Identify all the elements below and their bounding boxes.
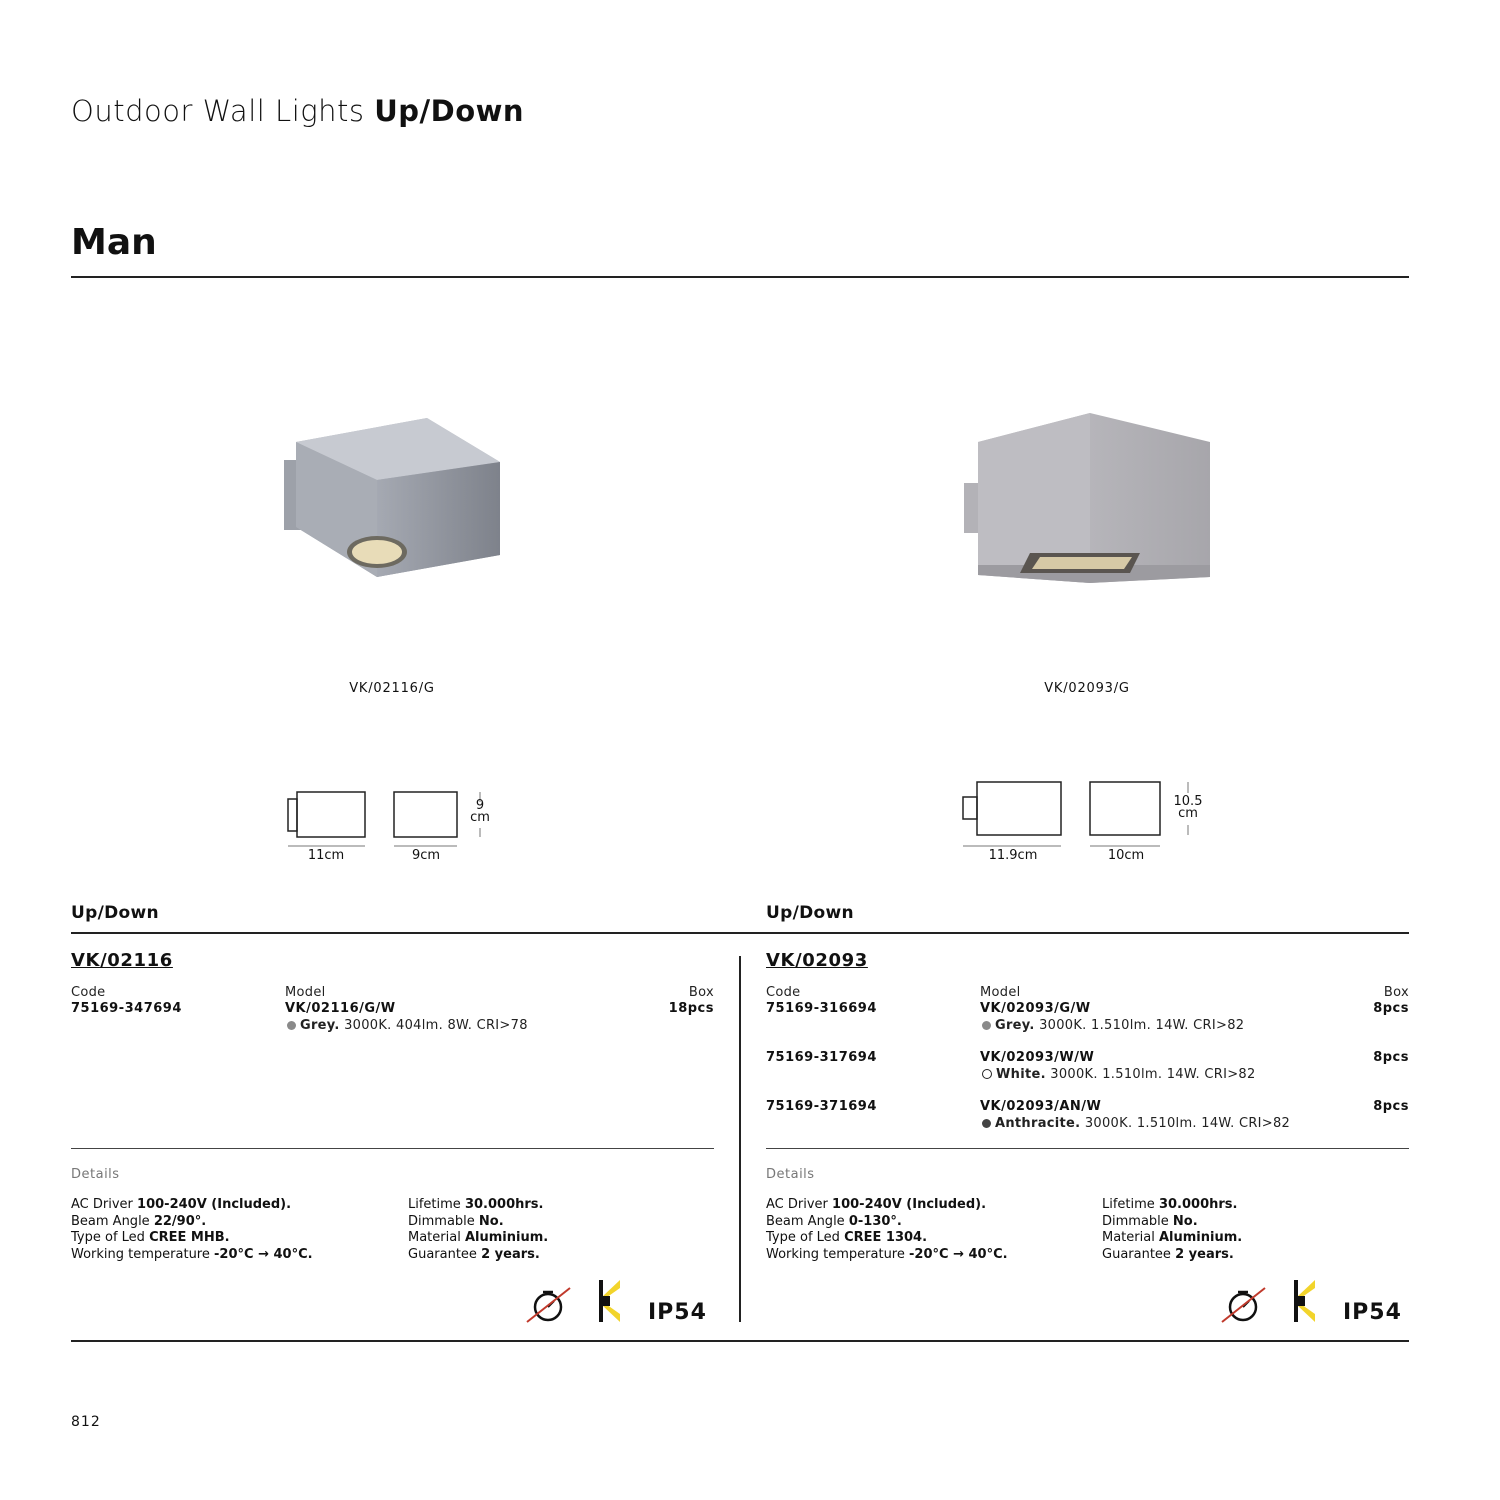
details-label: Details	[71, 1167, 120, 1182]
dim-height-unit: cm	[1178, 806, 1198, 821]
details-right-col-vk02093	[1102, 1197, 1242, 1263]
dim-height-value: 10.5	[1173, 794, 1203, 809]
row-code: 75169-316694	[766, 1001, 877, 1016]
row-model: VK/02116/G/W	[285, 1001, 396, 1016]
dim-height-value: 9	[475, 798, 485, 813]
finish-grey-dot-icon	[287, 1021, 296, 1030]
no-timer-icon	[1219, 1284, 1269, 1326]
product-image-vk02093	[960, 405, 1220, 585]
detail-lifetime: Lifetime 30.000hrs.	[1102, 1197, 1238, 1212]
catalog-header-title	[71, 94, 524, 128]
dim-depth-vk02116: 9cm	[411, 848, 441, 863]
finish-grey-dot-icon	[982, 1021, 991, 1030]
spec-text: 3000K. 404lm. 8W. CRI>78	[344, 1018, 528, 1033]
ip-rating-vk02116: IP54	[648, 1300, 707, 1325]
row-box: 8pcs	[1373, 1001, 1409, 1016]
row-code: 75169-317694	[766, 1050, 877, 1065]
detail-guarantee: Guarantee 2 years.	[1102, 1246, 1234, 1262]
finish-anthracite-dot-icon	[982, 1119, 991, 1128]
finish-name: Grey.	[300, 1018, 340, 1033]
col-head-code: Code	[766, 985, 801, 1000]
section-label-right: Up/Down	[766, 903, 854, 923]
column-divider	[739, 956, 741, 1322]
detail-working-temperature: Working temperature -20°C → 40°C.	[766, 1246, 1008, 1262]
dim-height-vk02116	[466, 800, 494, 824]
row-spec	[982, 1116, 1290, 1131]
dim-height-vk02093	[1168, 796, 1208, 820]
row-spec	[982, 1067, 1256, 1082]
detail-led-type: Type of Led CREE 1304.	[766, 1230, 928, 1245]
row-model: VK/02093/W/W	[980, 1050, 1095, 1065]
finish-name: White.	[996, 1067, 1046, 1082]
wall-up-down-light-icon	[596, 1278, 624, 1324]
header-title-light: Outdoor Wall Lights	[71, 94, 365, 128]
row-box: 18pcs	[668, 1001, 714, 1016]
finish-name: Anthracite.	[995, 1116, 1081, 1131]
detail-ac-driver: AC Driver 100-240V (Included).	[71, 1197, 292, 1212]
detail-material: Material Aluminium.	[1102, 1230, 1243, 1245]
wall-up-down-light-icon	[1291, 1278, 1319, 1324]
product-image-vk02116	[270, 405, 520, 590]
col-head-box: Box	[1383, 985, 1409, 1000]
spec-text: 3000K. 1.510lm. 14W. CRI>82	[1084, 1116, 1291, 1131]
image-caption-vk02116: VK/02116/G	[349, 681, 435, 696]
detail-dimmable: Dimmable No.	[1102, 1213, 1198, 1229]
finish-name: Grey.	[995, 1018, 1035, 1033]
details-left-col-vk02116	[71, 1197, 313, 1263]
col-head-model: Model	[980, 985, 1021, 1000]
spec-text: 3000K. 1.510lm. 14W. CRI>82	[1050, 1067, 1256, 1082]
row-code: 75169-347694	[71, 1001, 182, 1016]
detail-led-type: Type of Led CREE MHB.	[71, 1230, 230, 1245]
col-head-code: Code	[71, 985, 106, 1000]
detail-guarantee: Guarantee 2 years.	[408, 1246, 540, 1262]
detail-lifetime: Lifetime 30.000hrs.	[408, 1197, 544, 1212]
row-model: VK/02093/G/W	[980, 1001, 1091, 1016]
row-spec	[287, 1018, 528, 1033]
detail-material: Material Aluminium.	[408, 1230, 549, 1245]
details-label: Details	[766, 1167, 815, 1182]
image-caption-vk02093: VK/02093/G	[1044, 681, 1130, 696]
no-timer-icon	[524, 1284, 574, 1326]
ip-rating-vk02093: IP54	[1343, 1300, 1402, 1325]
detail-working-temperature: Working temperature -20°C → 40°C.	[71, 1246, 313, 1262]
footer-divider	[71, 1340, 1409, 1342]
detail-dimmable: Dimmable No.	[408, 1213, 504, 1229]
row-box: 8pcs	[1373, 1050, 1409, 1065]
detail-beam-angle: Beam Angle 0-130°.	[766, 1213, 902, 1229]
row-model: VK/02093/AN/W	[980, 1099, 1102, 1114]
row-box: 8pcs	[1373, 1099, 1409, 1114]
details-left-col-vk02093	[766, 1197, 1008, 1263]
col-head-model: Model	[285, 985, 326, 1000]
page-number: 812	[71, 1414, 101, 1430]
product-code-title-vk02116: VK/02116	[71, 950, 173, 971]
detail-ac-driver: AC Driver 100-240V (Included).	[766, 1197, 987, 1212]
row-spec	[982, 1018, 1244, 1033]
dim-width-vk02093: 11.9cm	[988, 848, 1038, 863]
row-code: 75169-371694	[766, 1099, 877, 1114]
dim-width-vk02116: 11cm	[307, 848, 345, 863]
col-head-box: Box	[688, 985, 714, 1000]
finish-white-dot-icon	[982, 1069, 992, 1079]
dim-height-unit: cm	[470, 810, 490, 825]
details-right-col-vk02116	[408, 1197, 548, 1263]
product-code-title-vk02093: VK/02093	[766, 950, 868, 971]
product-family-title: Man	[71, 222, 157, 263]
section-label-left: Up/Down	[71, 903, 159, 923]
spec-text: 3000K. 1.510lm. 14W. CRI>82	[1039, 1018, 1245, 1033]
header-title-bold: Up/Down	[374, 94, 525, 128]
details-divider-right	[766, 1148, 1409, 1149]
section-divider	[71, 932, 1409, 934]
dim-depth-vk02093: 10cm	[1107, 848, 1145, 863]
detail-beam-angle: Beam Angle 22/90°.	[71, 1213, 207, 1229]
header-divider	[71, 276, 1409, 278]
details-divider-left	[71, 1148, 714, 1149]
